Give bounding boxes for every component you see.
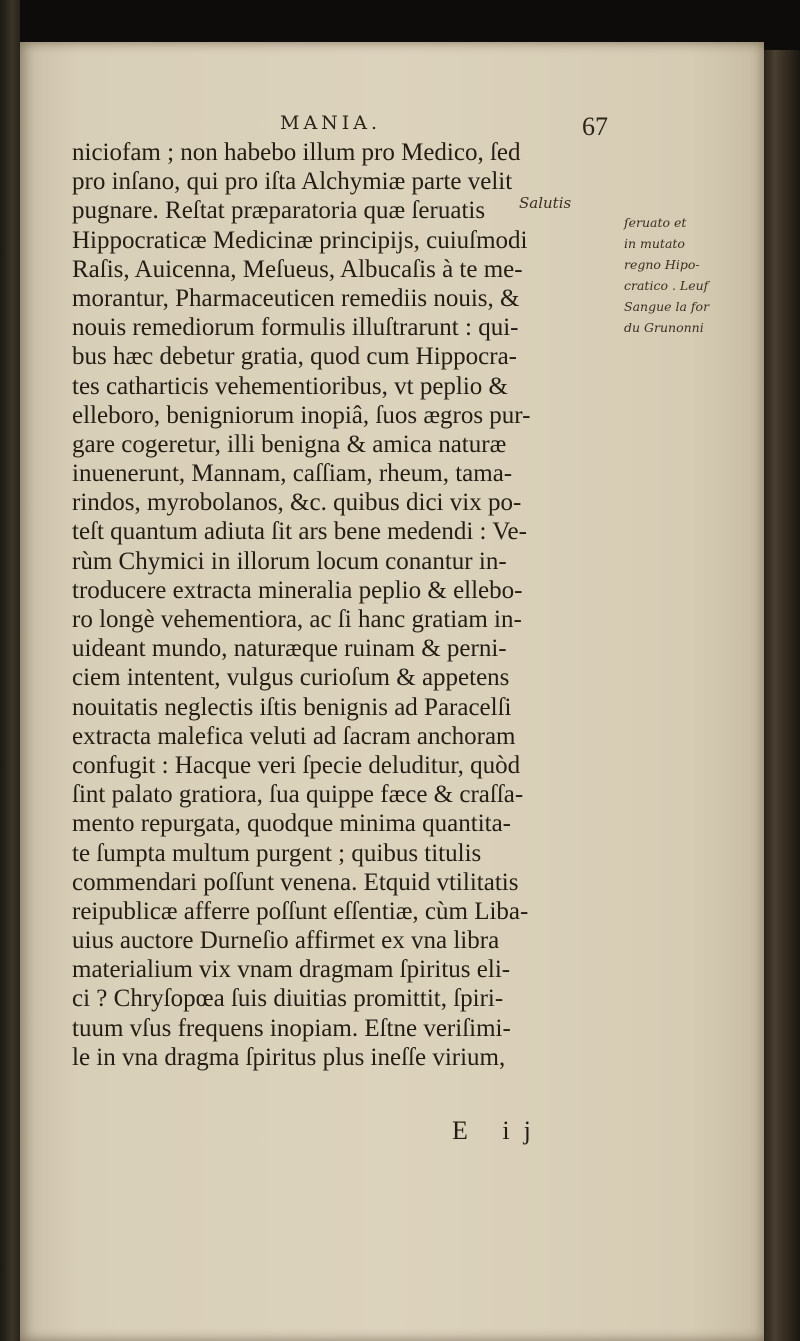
- text-line: extracta malefica veluti ad ſacram anchoram: [72, 722, 516, 750]
- text-line: commendari poſſunt venena. Etquid vtilitatis: [72, 868, 519, 896]
- text-line: tuum vſus frequens inopiam. Eſtne veriſimi-: [72, 1014, 511, 1042]
- handwritten-interlinear-note: Salutis: [519, 194, 572, 212]
- margin-note-line: ſeruato et: [624, 215, 687, 230]
- text-line: tes catharticis vehementioribus, vt peplio &: [72, 372, 508, 400]
- text-line: te ſumpta multum purgent ; quibus titulis: [72, 839, 482, 867]
- text-line: inuenerunt, Mannam, caſſiam, rheum, tama-: [72, 460, 513, 488]
- running-head-title: MANIA.: [280, 112, 382, 134]
- text-line: nouis remediorum formulis illuſtrarunt : qui-: [72, 314, 519, 342]
- margin-note-line: in mutato: [624, 236, 685, 251]
- text-line: ro longè vehementiora, ac ſi hanc gratiam in-: [72, 606, 522, 633]
- text-line: rùm Chymici in illorum locum conantur in-: [72, 547, 507, 575]
- margin-note-line: du Grunonni: [624, 320, 704, 335]
- text-line: uius auctore Durneſio affirmet ex vna libra: [72, 927, 500, 955]
- text-line: gare cogeretur, illi benigna & amica naturæ: [72, 430, 507, 458]
- text-line: elleboro, benigniorum inopiâ, ſuos ægros pur-: [72, 401, 531, 429]
- handwritten-marginal-note: [624, 212, 766, 338]
- text-line: ſint palato gratiora, ſua quippe fæce & craſſa-: [72, 781, 524, 809]
- text-line: niciofam ; non habebo illum pro Medico, ſed: [72, 139, 521, 166]
- text-line: confugit : Hacque veri ſpecie deluditur, quòd: [72, 751, 521, 779]
- text-line: nouitatis neglectis iſtis benignis ad Paracelſi: [72, 693, 512, 721]
- margin-note-line: cratico . Leuf: [624, 278, 709, 293]
- text-line: rindos, myrobolanos, &c. quibus dici vix po-: [72, 489, 522, 517]
- text-line: teſt quantum adiuta ſit ars bene medendi : Ve-: [72, 518, 527, 546]
- text-line: materialium vix vnam dragmam ſpiritus eli-: [72, 956, 511, 984]
- text-line: le in vna dragma ſpiritus plus ineſſe virium,: [72, 1043, 506, 1071]
- text-line: mento repurgata, quodque minima quantita-: [72, 810, 512, 838]
- text-line: pugnare. Reſtat præparatoria quæ ſeruatis: [72, 197, 486, 225]
- margin-note-line: Sangue la for: [624, 299, 710, 314]
- page-number: 67: [582, 112, 608, 141]
- text-line: bus hæc debetur gratia, quod cum Hippocra-: [72, 343, 518, 371]
- text-line: reipublicæ afferre poſſunt eſſentiæ, cùm Liba-: [72, 897, 529, 925]
- text-line: morantur, Pharmaceuticen remediis nouis, &: [72, 284, 520, 312]
- text-line: uideant mundo, naturæque ruinam & perni-: [72, 635, 507, 663]
- text-line: Hippocraticæ Medicinæ principijs, cuiuſmodi: [72, 226, 528, 254]
- margin-note-line: regno Hipo-: [624, 257, 700, 272]
- page-stack-edge: [764, 50, 800, 1341]
- text-line: pro inſano, qui pro iſta Alchymiæ parte velit: [72, 168, 513, 196]
- text-line: ciem intentent, vulgus curioſum & appetens: [72, 664, 510, 692]
- text-line: ci ? Chryſopœa ſuis diuitias promittit, ſpiri-: [72, 985, 504, 1013]
- text-line: Raſis, Auicenna, Meſueus, Albucaſis à te me-: [72, 255, 523, 283]
- text-line: troducere extracta mineralia peplio & ellebo-: [72, 576, 523, 604]
- signature-mark: E ij: [452, 1116, 545, 1145]
- book-spine-shadow: [0, 0, 20, 1341]
- body-text: [72, 138, 632, 1072]
